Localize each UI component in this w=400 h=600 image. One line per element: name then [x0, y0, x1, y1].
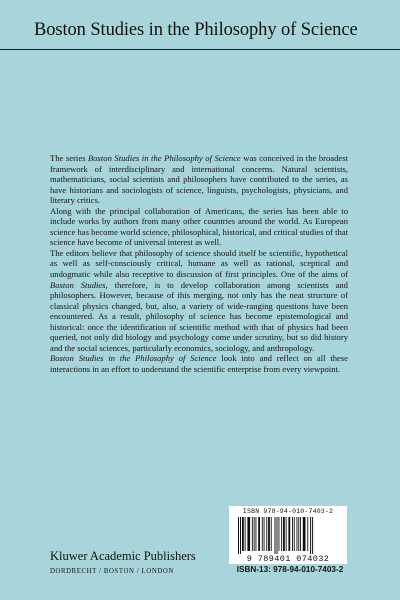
series-title: Boston Studies in the Philosophy of Science — [34, 20, 358, 40]
barcode-isbn-label: ISBN 978-94-010-7403-2 — [242, 508, 334, 515]
series-name-italic: Boston Studies in the Philosophy of Science — [88, 153, 241, 163]
blurb-paragraph-2: Along with the principal collaboration of Americans, the series has been able to include works by authors from many other countries around the world. As European science has become world science, philosophical, historical, and critical studies of that science have become of universal interest as well. — [50, 205, 348, 248]
boston-studies-italic: Boston Studies, — [50, 279, 108, 290]
barcode-digits: 9 789401 074032 — [246, 554, 330, 564]
blurb-paragraph-3: The editors believe that philosophy of science should itself be scientific, hypothetical as well as self-consciously critical, humane as well as rational, sceptical and undogmatic while also receptive to discussion of first principles. One of the aims of Boston Studies, therefore, is to develop collaboration among scientists and philosophers. However, because of this merging, not only has the neat structure of classical physics changed, but, also, a variety of wide-ranging questions have been encountered. As a result, philosophy of science has become epistemological and historical: once the identification of scientific method with that of physics had been queried, not only did biology and psychology come under scrutiny, but so did history and the social sciences, particularly economics, sociology, and anthropology. — [50, 247, 348, 353]
back-cover-blurb — [50, 153, 348, 374]
blurb-paragraph-4: Boston Studies in the Philosophy of Science look into and reflect on all these interactions in an effort to understand the scientific enterprise from every viewpoint. — [50, 353, 348, 374]
publisher-name: Kluwer Academic Publishers — [50, 549, 196, 563]
blurb-paragraph-1: The series Boston Studies in the Philosophy of Science was conceived in the broadest framework of interdisciplinary and international concerns. Natural scientists, mathematicians, social scientists and philosophers have contributed to the series, as have historians and sociologists of science, linguists, psychologists, physicians, and literary critics. — [50, 153, 348, 206]
barcode-panel — [229, 506, 347, 564]
barcode-bars — [238, 517, 338, 554]
publisher-cities: DORDRECHT / BOSTON / LONDON — [50, 568, 174, 575]
isbn13-label: ISBN-13: 978-94-010-7403-2 — [236, 565, 344, 574]
title-rule — [0, 49, 400, 50]
series-name-italic: Boston Studies in the Philosophy of Science — [50, 353, 217, 364]
